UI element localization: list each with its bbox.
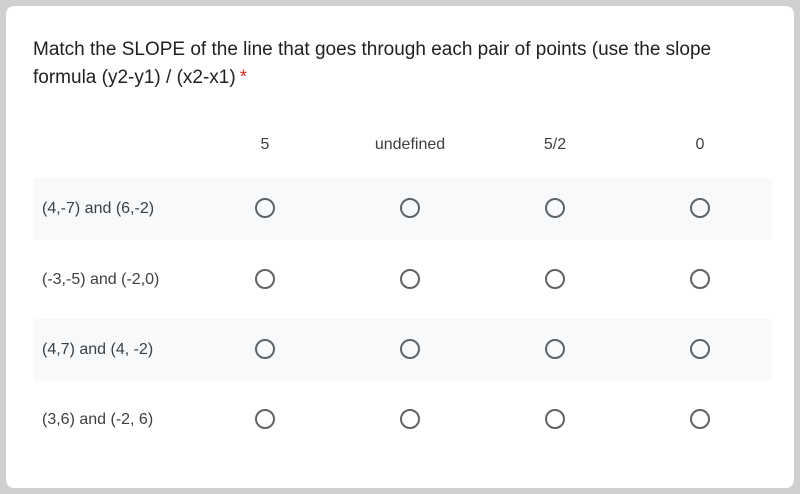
radio-row4-col1[interactable] [255, 409, 275, 429]
column-header-5-2: 5/2 [543, 136, 567, 153]
grid-row-4 [33, 389, 772, 451]
radio-row4-col2[interactable] [400, 409, 420, 429]
radio-row4-col3[interactable] [545, 409, 565, 429]
column-header-undefined: undefined [374, 136, 446, 153]
radio-row1-col1[interactable] [255, 198, 275, 218]
radio-row1-col3[interactable] [545, 198, 565, 218]
radio-row4-col4[interactable] [690, 409, 710, 429]
radio-row3-col1[interactable] [255, 339, 275, 359]
radio-row3-col3[interactable] [545, 339, 565, 359]
grid-row-1 [33, 178, 772, 240]
radio-row2-col2[interactable] [400, 269, 420, 289]
column-header-0: 0 [695, 136, 705, 153]
row-label-4: (3,6) and (-2, 6) [42, 411, 154, 428]
row-label-1: (4,-7) and (6,-2) [42, 200, 155, 217]
column-header-5: 5 [260, 136, 270, 153]
radio-row2-col4[interactable] [690, 269, 710, 289]
row-label-2: (-3,-5) and (-2,0) [42, 271, 160, 288]
radio-row2-col1[interactable] [255, 269, 275, 289]
grid-row-3 [33, 319, 772, 381]
row-label-3: (4,7) and (4, -2) [42, 341, 154, 358]
grid-row-2 [33, 249, 772, 311]
required-asterisk: * [239, 67, 248, 88]
question-card [6, 6, 794, 488]
radio-row1-col4[interactable] [690, 198, 710, 218]
choice-grid [6, 6, 794, 488]
radio-row3-col4[interactable] [690, 339, 710, 359]
question-text: Match the SLOPE of the line that goes through each pair of points (use the slope formula (y2-y1) / (x2-x1) [33, 39, 712, 88]
radio-row1-col2[interactable] [400, 198, 420, 218]
radio-row2-col3[interactable] [545, 269, 565, 289]
radio-row3-col2[interactable] [400, 339, 420, 359]
